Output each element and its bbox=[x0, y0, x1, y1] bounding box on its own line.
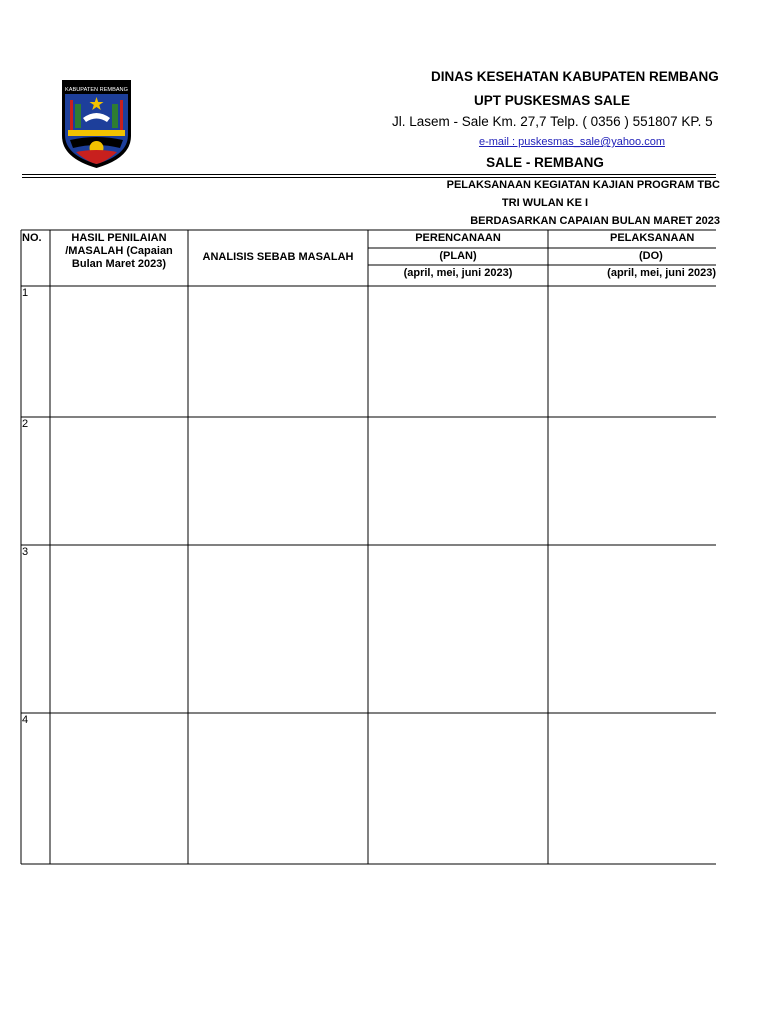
row-number: 2 bbox=[22, 418, 29, 430]
address: Jl. Lasem - Sale Km. 27,7 Telp. ( 0356 ) 551807 KP. 5 bbox=[392, 114, 713, 129]
col-analisis-header: ANALISIS SEBAB MASALAH bbox=[202, 251, 354, 263]
location: SALE - REMBANG bbox=[486, 155, 604, 170]
doc-title: PELAKSANAAN KEGIATAN KAJIAN PROGRAM TBC bbox=[446, 179, 720, 191]
col-plan-header: PERENCANAAN bbox=[415, 232, 501, 244]
col-plan-period: (april, mei, juni 2023) bbox=[403, 267, 513, 279]
row-number: 4 bbox=[22, 714, 29, 726]
row-number: 3 bbox=[22, 546, 29, 558]
puskesmas-name: UPT PUSKESMAS SALE bbox=[473, 93, 631, 108]
col-do-header: PELAKSANAAN bbox=[610, 232, 695, 244]
col-hasil-header: HASIL PENILAIAN /MASALAH (Capaian Bulan Maret 2023) bbox=[65, 232, 173, 270]
col-no-header: NO. bbox=[22, 232, 42, 244]
col-plan-sub: (PLAN) bbox=[439, 250, 477, 262]
col-do-period: (april, mei, juni 2023) bbox=[607, 267, 716, 279]
email-link[interactable]: e-mail : puskesmas_sale@yahoo.com bbox=[478, 136, 666, 148]
agency-name: DINAS KESEHATAN KABUPATEN REMBANG bbox=[431, 69, 719, 84]
col-do-sub: (DO) bbox=[639, 250, 663, 262]
row-number: 1 bbox=[22, 287, 29, 299]
logo-text: KABUPATEN REMBANG bbox=[65, 87, 128, 93]
doc-basis: BERDASARKAN CAPAIAN BULAN MARET 2023 bbox=[470, 215, 720, 227]
doc-subtitle: TRI WULAN KE I bbox=[501, 197, 589, 209]
